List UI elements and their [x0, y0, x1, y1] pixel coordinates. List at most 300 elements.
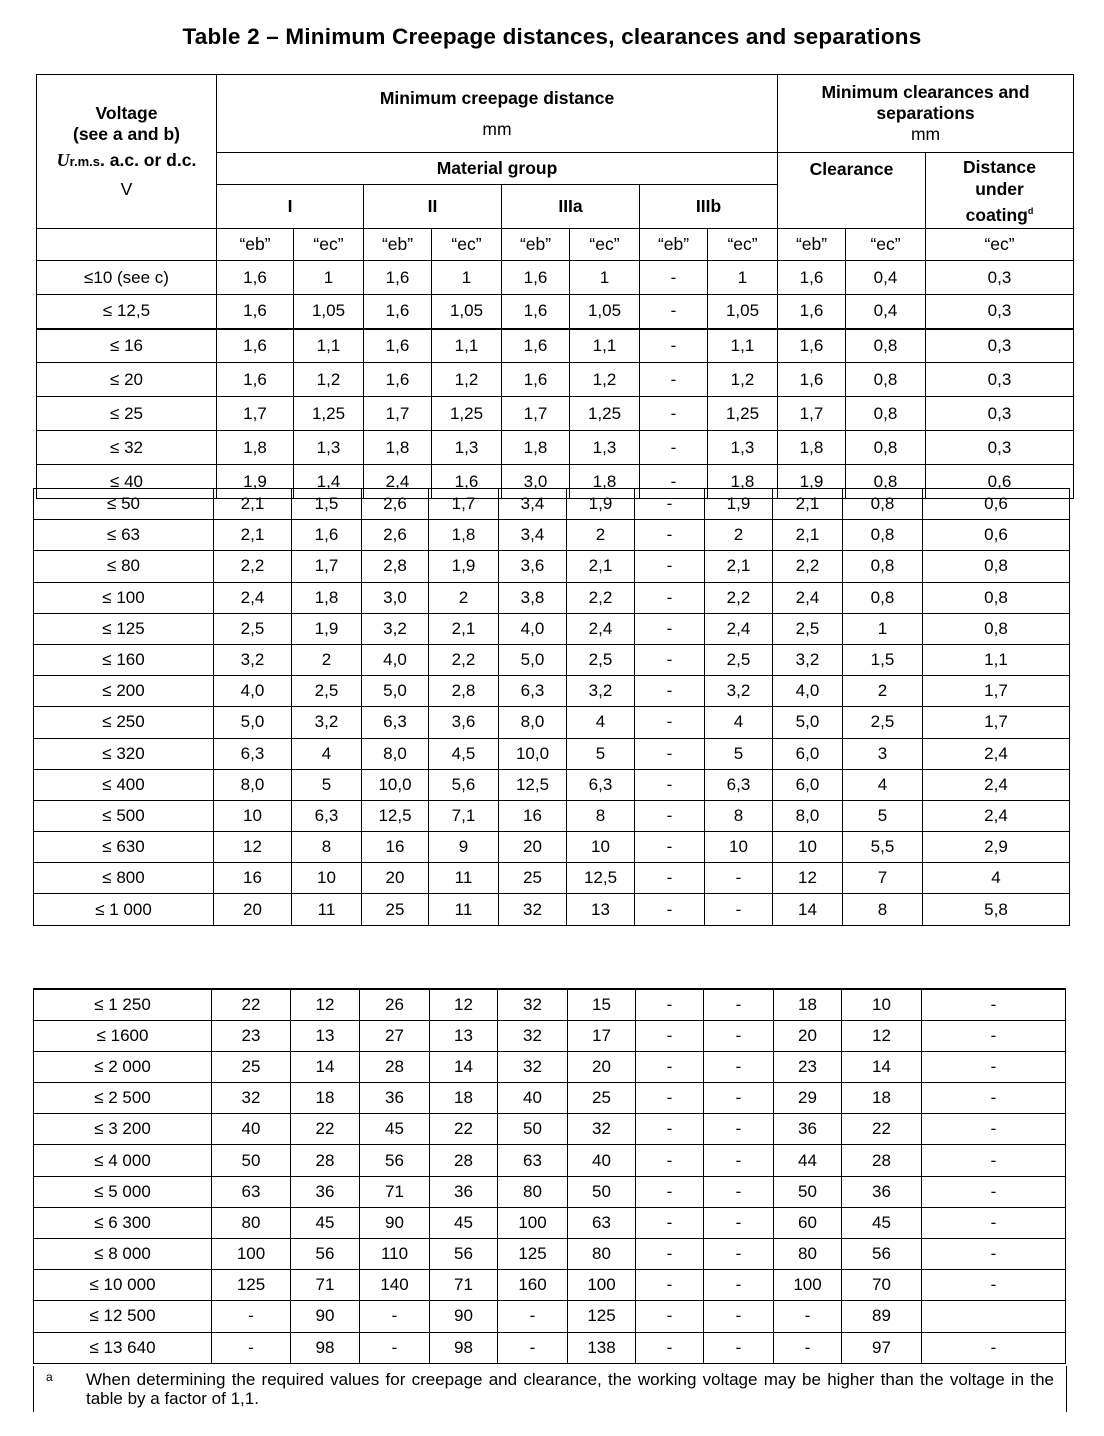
voltage-cell: ≤ 63 [34, 520, 214, 551]
value-cell: 1,6 [502, 329, 570, 363]
value-cell: 1 [843, 613, 923, 644]
value-cell: 2,8 [429, 676, 499, 707]
value-cell: 1,6 [364, 329, 432, 363]
value-cell: - [635, 676, 705, 707]
voltage-header: Voltage (see a and b) Ur.m.s. a.c. or d.c. V [37, 75, 217, 229]
value-cell: 1,2 [294, 363, 364, 397]
voltage-cell: ≤ 40 [37, 465, 217, 499]
value-cell: 80 [498, 1176, 568, 1207]
value-cell: - [360, 1332, 430, 1363]
value-cell: 3,6 [499, 551, 567, 582]
value-cell: 1,7 [778, 397, 846, 431]
value-cell: 1,3 [708, 431, 778, 465]
value-cell: - [636, 1207, 704, 1238]
creepage-header: Minimum creepage distance mm [217, 75, 778, 153]
value-cell: 100 [568, 1270, 636, 1301]
value-cell: 1,3 [294, 431, 364, 465]
value-cell: - [704, 1332, 774, 1363]
value-cell: 20 [568, 1051, 636, 1082]
value-cell: - [635, 738, 705, 769]
table-row [34, 1145, 1066, 1176]
table-row [34, 613, 1070, 644]
value-cell: 40 [568, 1145, 636, 1176]
value-cell: 12 [842, 1020, 922, 1051]
value-cell: 1,05 [570, 295, 640, 329]
value-cell: - [640, 329, 708, 363]
value-cell: 0,8 [843, 489, 923, 520]
value-cell: 17 [568, 1020, 636, 1051]
value-cell: 5 [843, 800, 923, 831]
value-cell: 98 [291, 1332, 360, 1363]
value-cell: 1,8 [364, 431, 432, 465]
value-cell: 1,8 [570, 465, 640, 499]
value-cell: 80 [212, 1207, 291, 1238]
value-cell: - [704, 1239, 774, 1270]
value-cell: - [922, 1270, 1066, 1301]
value-cell: 32 [498, 1051, 568, 1082]
value-cell: 4,0 [773, 676, 843, 707]
sub-column-header: “eb” [778, 229, 846, 261]
table-row [34, 1301, 1066, 1332]
value-cell: 8 [843, 894, 923, 925]
value-cell: 71 [291, 1270, 360, 1301]
value-cell: 45 [430, 1207, 498, 1238]
table-header [36, 74, 1074, 261]
value-cell: 1,25 [708, 397, 778, 431]
value-cell: 1,8 [292, 582, 362, 613]
value-cell: 44 [774, 1145, 842, 1176]
value-cell: 0,6 [926, 465, 1074, 499]
value-cell: - [704, 1051, 774, 1082]
value-cell: 2,6 [362, 489, 429, 520]
value-cell: 1,25 [570, 397, 640, 431]
value-cell: 2,1 [567, 551, 635, 582]
value-cell: 45 [291, 1207, 360, 1238]
value-cell: 63 [498, 1145, 568, 1176]
value-cell: - [635, 551, 705, 582]
value-cell: 6,3 [705, 769, 773, 800]
value-cell: 4 [567, 707, 635, 738]
sub-column-header: “ec” [926, 229, 1074, 261]
value-cell: 1,8 [778, 431, 846, 465]
clearances-header: Minimum clearances and separations mm [778, 75, 1074, 153]
value-cell: 1,2 [432, 363, 502, 397]
value-cell: 56 [291, 1239, 360, 1270]
value-cell: 125 [498, 1239, 568, 1270]
value-cell: - [704, 1020, 774, 1051]
value-cell: 2,1 [214, 489, 292, 520]
value-cell: 1,2 [708, 363, 778, 397]
value-cell: 2,1 [773, 520, 843, 551]
value-cell: - [636, 1083, 704, 1114]
table-row [34, 707, 1070, 738]
value-cell: 1,25 [294, 397, 364, 431]
value-cell: 18 [842, 1083, 922, 1114]
value-cell: 2 [843, 676, 923, 707]
value-cell: 9 [429, 832, 499, 863]
value-cell: 18 [430, 1083, 498, 1114]
value-cell: 4,5 [429, 738, 499, 769]
value-cell: 125 [568, 1301, 636, 1332]
value-cell: 2,5 [292, 676, 362, 707]
value-cell: 0,8 [923, 613, 1070, 644]
clearance-header: Clearance [778, 153, 926, 229]
value-cell: 90 [360, 1207, 430, 1238]
table-row [34, 520, 1070, 551]
value-cell: 10 [842, 989, 922, 1020]
value-cell: 1,1 [432, 329, 502, 363]
value-cell: 2 [567, 520, 635, 551]
value-cell: - [635, 613, 705, 644]
table-row [37, 261, 1074, 295]
value-cell: 1,1 [570, 329, 640, 363]
value-cell: 0,3 [926, 329, 1074, 363]
value-cell: 63 [212, 1176, 291, 1207]
value-cell: 70 [842, 1270, 922, 1301]
sub-column-header: “eb” [502, 229, 570, 261]
value-cell: 20 [214, 894, 292, 925]
value-cell: 1,6 [292, 520, 362, 551]
value-cell: 80 [568, 1239, 636, 1270]
value-cell: 97 [842, 1332, 922, 1363]
value-cell: - [704, 1145, 774, 1176]
value-cell: 100 [212, 1239, 291, 1270]
value-cell: 0,8 [846, 363, 926, 397]
table-row [34, 894, 1070, 925]
value-cell: 23 [774, 1051, 842, 1082]
value-cell: 8 [567, 800, 635, 831]
value-cell: 14 [291, 1051, 360, 1082]
value-cell: 1,2 [570, 363, 640, 397]
voltage-cell: ≤ 12 500 [34, 1301, 212, 1332]
table-row [37, 397, 1074, 431]
table-row [34, 800, 1070, 831]
sub-column-header: “eb” [217, 229, 294, 261]
value-cell: 1,6 [778, 295, 846, 329]
value-cell: 7 [843, 863, 923, 894]
table-row [34, 1332, 1066, 1363]
value-cell: 4,0 [214, 676, 292, 707]
voltage-cell: ≤ 3 200 [34, 1114, 212, 1145]
value-cell: - [636, 1145, 704, 1176]
value-cell: 5,0 [773, 707, 843, 738]
value-cell: 1,7 [429, 489, 499, 520]
value-cell: - [922, 1114, 1066, 1145]
value-cell: - [922, 1020, 1066, 1051]
value-cell: 1,1 [294, 329, 364, 363]
value-cell: - [640, 397, 708, 431]
value-cell: 1,6 [778, 329, 846, 363]
value-cell: 10,0 [499, 738, 567, 769]
value-cell: - [636, 1114, 704, 1145]
value-cell: 16 [499, 800, 567, 831]
voltage-cell: ≤ 20 [37, 363, 217, 397]
voltage-cell: ≤ 10 000 [34, 1270, 212, 1301]
value-cell: 1,5 [292, 489, 362, 520]
table-row [34, 1083, 1066, 1114]
value-cell: - [705, 894, 773, 925]
value-cell: 7,1 [429, 800, 499, 831]
value-cell: 0,8 [923, 551, 1070, 582]
value-cell: - [636, 1176, 704, 1207]
value-cell: 0,8 [843, 551, 923, 582]
voltage-cell: ≤ 160 [34, 644, 214, 675]
value-cell: 0,6 [923, 520, 1070, 551]
value-cell: 2,4 [567, 613, 635, 644]
value-cell: 71 [360, 1176, 430, 1207]
value-cell: 28 [360, 1051, 430, 1082]
value-cell: 1,7 [502, 397, 570, 431]
value-cell: - [635, 832, 705, 863]
value-cell: 2,1 [705, 551, 773, 582]
value-cell: 1,8 [217, 431, 294, 465]
value-cell: 100 [498, 1207, 568, 1238]
value-cell: - [922, 1207, 1066, 1238]
value-cell: 2,2 [429, 644, 499, 675]
value-cell: 0,8 [843, 520, 923, 551]
value-cell: 14 [430, 1051, 498, 1082]
table-body-part1 [36, 260, 1074, 499]
value-cell: 32 [498, 989, 568, 1020]
value-cell: 6,3 [362, 707, 429, 738]
value-cell: - [636, 1051, 704, 1082]
value-cell: 3 [843, 738, 923, 769]
table-row [34, 644, 1070, 675]
voltage-cell: ≤ 13 640 [34, 1332, 212, 1363]
value-cell: 1,6 [364, 295, 432, 329]
table-row [34, 582, 1070, 613]
table-row [34, 769, 1070, 800]
table-row [34, 1207, 1066, 1238]
table-row [34, 738, 1070, 769]
value-cell: 36 [360, 1083, 430, 1114]
table-row [37, 431, 1074, 465]
value-cell: 3,6 [429, 707, 499, 738]
value-cell: - [704, 1270, 774, 1301]
value-cell: 16 [362, 832, 429, 863]
value-cell: 10,0 [362, 769, 429, 800]
value-cell: 2,1 [429, 613, 499, 644]
value-cell: 0,4 [846, 261, 926, 295]
sub-column-header: “ec” [294, 229, 364, 261]
value-cell: 0,8 [846, 465, 926, 499]
value-cell: - [636, 1020, 704, 1051]
value-cell: 1,6 [778, 261, 846, 295]
value-cell: 1,6 [217, 261, 294, 295]
value-cell: 25 [212, 1051, 291, 1082]
value-cell: 3,2 [705, 676, 773, 707]
table-row [34, 832, 1070, 863]
value-cell: 10 [292, 863, 362, 894]
table-row [34, 1114, 1066, 1145]
value-cell: - [922, 1145, 1066, 1176]
voltage-cell: ≤ 6 300 [34, 1207, 212, 1238]
value-cell: 5,6 [429, 769, 499, 800]
value-cell [922, 1301, 1066, 1332]
voltage-cell: ≤ 1 000 [34, 894, 214, 925]
value-cell: 1,7 [364, 397, 432, 431]
value-cell: 0,8 [846, 431, 926, 465]
table-row [37, 295, 1074, 329]
value-cell: 1,9 [705, 489, 773, 520]
value-cell: 2,8 [362, 551, 429, 582]
value-cell: 28 [291, 1145, 360, 1176]
value-cell: 63 [568, 1207, 636, 1238]
value-cell: 5 [567, 738, 635, 769]
value-cell: 5,5 [843, 832, 923, 863]
value-cell: 8,0 [362, 738, 429, 769]
value-cell: 1,05 [294, 295, 364, 329]
value-cell: 18 [291, 1083, 360, 1114]
value-cell: 6,3 [567, 769, 635, 800]
table-row [34, 1020, 1066, 1051]
value-cell: 32 [499, 894, 567, 925]
value-cell: 5,0 [214, 707, 292, 738]
value-cell: 1 [570, 261, 640, 295]
voltage-cell: ≤ 1600 [34, 1020, 212, 1051]
value-cell: 56 [842, 1239, 922, 1270]
value-cell: 1,9 [778, 465, 846, 499]
value-cell: 5,0 [362, 676, 429, 707]
value-cell: 1,9 [217, 465, 294, 499]
voltage-cell: ≤ 1 250 [34, 989, 212, 1020]
value-cell: 1,6 [778, 363, 846, 397]
value-cell: 2,4 [773, 582, 843, 613]
value-cell: 1,3 [570, 431, 640, 465]
value-cell: 1,8 [708, 465, 778, 499]
value-cell: 4 [843, 769, 923, 800]
footnote-mark: a [46, 1370, 53, 1384]
table-row [34, 989, 1066, 1020]
value-cell: 22 [430, 1114, 498, 1145]
value-cell: 98 [430, 1332, 498, 1363]
value-cell: 14 [842, 1051, 922, 1082]
value-cell: 2,6 [362, 520, 429, 551]
value-cell: - [774, 1301, 842, 1332]
value-cell: 10 [567, 832, 635, 863]
value-cell: 2 [429, 582, 499, 613]
voltage-cell: ≤ 4 000 [34, 1145, 212, 1176]
value-cell: 1,5 [843, 644, 923, 675]
value-cell: 1,6 [217, 329, 294, 363]
value-cell: 56 [360, 1145, 430, 1176]
value-cell: 1,1 [708, 329, 778, 363]
sub-column-header: “eb” [364, 229, 432, 261]
value-cell: 0,8 [843, 582, 923, 613]
value-cell: 22 [291, 1114, 360, 1145]
value-cell: 1,4 [294, 465, 364, 499]
value-cell: 36 [774, 1114, 842, 1145]
value-cell: 45 [842, 1207, 922, 1238]
value-cell: 71 [430, 1270, 498, 1301]
voltage-cell: ≤ 500 [34, 800, 214, 831]
value-cell: 3,2 [214, 644, 292, 675]
value-cell: 11 [429, 894, 499, 925]
value-cell: 26 [360, 989, 430, 1020]
voltage-cell: ≤ 320 [34, 738, 214, 769]
value-cell: 14 [773, 894, 843, 925]
value-cell: - [636, 1270, 704, 1301]
value-cell: 0,3 [926, 397, 1074, 431]
value-cell: 0,8 [923, 582, 1070, 613]
value-cell: 8,0 [499, 707, 567, 738]
table-row [34, 676, 1070, 707]
value-cell: 3,0 [502, 465, 570, 499]
value-cell: 140 [360, 1270, 430, 1301]
value-cell: 0,3 [926, 431, 1074, 465]
value-cell: - [635, 894, 705, 925]
value-cell: 6,3 [214, 738, 292, 769]
value-cell: 4 [292, 738, 362, 769]
value-cell: - [640, 261, 708, 295]
value-cell: 2,2 [567, 582, 635, 613]
value-cell: - [636, 1301, 704, 1332]
value-cell: 20 [774, 1020, 842, 1051]
value-cell: 36 [291, 1176, 360, 1207]
material-group-header: Material group [217, 153, 778, 185]
voltage-cell: ≤ 630 [34, 832, 214, 863]
value-cell: 36 [842, 1176, 922, 1207]
value-cell: 32 [498, 1020, 568, 1051]
value-cell: 1,05 [708, 295, 778, 329]
value-cell: 1,6 [502, 363, 570, 397]
value-cell: 3,4 [499, 489, 567, 520]
value-cell: 0,4 [846, 295, 926, 329]
value-cell: 40 [498, 1083, 568, 1114]
value-cell: 5 [292, 769, 362, 800]
value-cell: 1 [294, 261, 364, 295]
voltage-cell: ≤ 16 [37, 329, 217, 363]
value-cell: 11 [292, 894, 362, 925]
value-cell: 2,4 [923, 769, 1070, 800]
value-cell: 2,2 [705, 582, 773, 613]
value-cell: 50 [568, 1176, 636, 1207]
value-cell: 2,1 [214, 520, 292, 551]
value-cell: 22 [842, 1114, 922, 1145]
value-cell: 3,2 [362, 613, 429, 644]
value-cell: 2,5 [214, 613, 292, 644]
value-cell: 160 [498, 1270, 568, 1301]
value-cell: 6,0 [773, 738, 843, 769]
value-cell: 40 [212, 1114, 291, 1145]
table-row [34, 1051, 1066, 1082]
value-cell: 1,6 [217, 295, 294, 329]
table-row [34, 551, 1070, 582]
value-cell: 2,5 [773, 613, 843, 644]
value-cell: 1,8 [502, 431, 570, 465]
voltage-cell: ≤ 80 [34, 551, 214, 582]
voltage-cell: ≤ 250 [34, 707, 214, 738]
value-cell: 18 [774, 989, 842, 1020]
voltage-cell: ≤ 25 [37, 397, 217, 431]
table-row [34, 1270, 1066, 1301]
value-cell: 12,5 [567, 863, 635, 894]
value-cell: 22 [212, 989, 291, 1020]
value-cell: 2,5 [705, 644, 773, 675]
value-cell: - [640, 465, 708, 499]
voltage-cell: ≤ 800 [34, 863, 214, 894]
value-cell: 4,0 [362, 644, 429, 675]
value-cell: 13 [430, 1020, 498, 1051]
value-cell: 4 [705, 707, 773, 738]
value-cell: 4 [923, 863, 1070, 894]
value-cell: - [774, 1332, 842, 1363]
value-cell: - [635, 644, 705, 675]
value-cell: 56 [430, 1239, 498, 1270]
value-cell: 2,2 [773, 551, 843, 582]
value-cell: 36 [430, 1176, 498, 1207]
value-cell: - [635, 520, 705, 551]
